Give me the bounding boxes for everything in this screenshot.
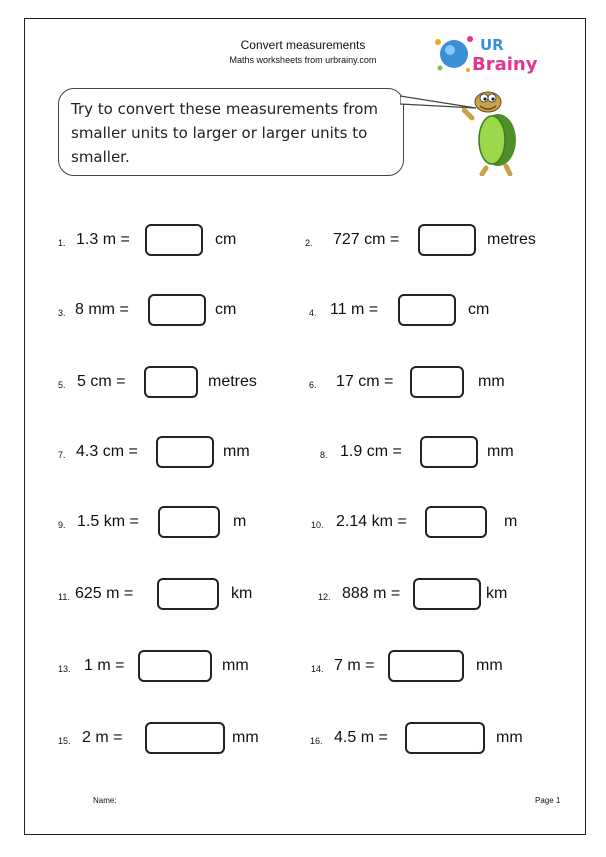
logo-text-brainy: Brainy	[472, 54, 538, 75]
question-prompt: 727 cm =	[333, 231, 400, 248]
answer-box-wrapper	[157, 574, 219, 614]
question-number	[58, 362, 72, 402]
question-prompt: 2 m =	[82, 729, 123, 746]
answer-box[interactable]	[420, 436, 478, 468]
question-prompt: 1 m =	[84, 657, 125, 674]
question-number-text: 7.	[58, 450, 66, 460]
question-number-text: 8.	[320, 450, 328, 460]
question-number-text: 13.	[58, 664, 71, 674]
answer-unit: cm	[215, 231, 237, 248]
answer-box[interactable]	[148, 294, 206, 326]
answer-box[interactable]	[144, 366, 198, 398]
question-number-text: 14.	[311, 664, 324, 674]
worksheet-subtitle: Maths worksheets from urbrainy.com	[229, 55, 377, 65]
question-number-text: 15.	[58, 736, 71, 746]
answer-box[interactable]	[398, 294, 456, 326]
answer-unit: m	[504, 513, 518, 530]
answer-unit: mm	[496, 729, 523, 746]
answer-box-wrapper	[420, 432, 478, 472]
answer-box[interactable]	[405, 722, 485, 754]
question-number-text: 6.	[309, 380, 317, 390]
answer-unit: mm	[222, 657, 249, 674]
question-number	[58, 220, 72, 260]
question-number	[58, 718, 77, 758]
answer-box-wrapper	[148, 290, 206, 330]
question-prompt: 5 cm =	[77, 373, 126, 390]
answer-box[interactable]	[388, 650, 464, 682]
question-number	[311, 646, 330, 686]
answer-box-wrapper	[144, 362, 198, 402]
logo-text-ur: UR	[480, 36, 504, 54]
question-number-text: 16.	[310, 736, 323, 746]
answer-box-wrapper	[413, 574, 481, 614]
answer-unit: metres	[487, 231, 536, 248]
question-prompt: 17 cm =	[336, 373, 394, 390]
question-prompt: 2.14 km =	[336, 513, 407, 530]
question-prompt: 4.5 m =	[334, 729, 388, 746]
question-number-text: 2.	[305, 238, 313, 248]
answer-box-wrapper	[388, 646, 464, 686]
answer-unit: mm	[478, 373, 505, 390]
question-number	[318, 574, 337, 614]
question-number-text: 9.	[58, 520, 66, 530]
answer-unit: km	[486, 585, 508, 602]
turtle-mascot-icon	[462, 84, 526, 176]
question-prompt: 11 m =	[330, 301, 379, 318]
question-number	[309, 290, 323, 330]
answer-unit: mm	[476, 657, 503, 674]
answer-unit: km	[231, 585, 253, 602]
page-number: Page 1	[535, 796, 561, 805]
question-prompt: 1.3 m =	[76, 231, 130, 248]
question-prompt: 7 m =	[334, 657, 375, 674]
question-number-text: 11.	[58, 592, 70, 602]
answer-box-wrapper	[398, 290, 456, 330]
answer-box[interactable]	[418, 224, 476, 256]
answer-box-wrapper	[138, 646, 212, 686]
question-number	[58, 502, 72, 542]
answer-box-wrapper	[158, 502, 220, 542]
answer-box-wrapper	[405, 718, 485, 758]
answer-box[interactable]	[156, 436, 214, 468]
question-prompt: 8 mm =	[75, 301, 129, 318]
answer-box[interactable]	[145, 224, 203, 256]
answer-box-wrapper	[156, 432, 214, 472]
answer-box[interactable]	[157, 578, 219, 610]
logo-globe-icon	[440, 40, 468, 68]
question-number-text: 5.	[58, 380, 66, 390]
question-number	[305, 220, 319, 260]
answer-box-wrapper	[418, 220, 476, 260]
question-number-text: 4.	[309, 308, 317, 318]
question-prompt: 1.9 cm =	[340, 443, 402, 460]
urbrainy-logo	[432, 30, 550, 80]
question-prompt: 4.3 cm =	[76, 443, 138, 460]
answer-unit: mm	[232, 729, 259, 746]
question-number	[311, 502, 330, 542]
question-prompt: 1.5 km =	[77, 513, 139, 530]
answer-unit: m	[233, 513, 247, 530]
question-number	[320, 432, 334, 472]
question-number	[58, 574, 76, 614]
question-number	[58, 646, 77, 686]
answer-unit: cm	[215, 301, 237, 318]
answer-box-wrapper	[410, 362, 464, 402]
question-number	[58, 432, 72, 472]
question-number	[310, 718, 329, 758]
question-number-text: 10.	[311, 520, 324, 530]
question-prompt: 888 m =	[342, 585, 401, 602]
answer-unit: cm	[468, 301, 490, 318]
answer-box[interactable]	[138, 650, 212, 682]
answer-box[interactable]	[410, 366, 464, 398]
question-number	[309, 362, 323, 402]
question-number-text: 3.	[58, 308, 66, 318]
worksheet-title: Convert measurements	[240, 38, 366, 52]
answer-box[interactable]	[158, 506, 220, 538]
answer-box-wrapper	[425, 502, 487, 542]
answer-box[interactable]	[425, 506, 487, 538]
answer-unit: metres	[208, 373, 257, 390]
question-prompt: 625 m =	[75, 585, 134, 602]
name-label: Name:	[93, 796, 117, 805]
answer-unit: mm	[487, 443, 514, 460]
answer-box[interactable]	[145, 722, 225, 754]
instruction-speech-bubble: Try to convert these measurements from smaller units to larger or larger units to smaller.	[58, 88, 404, 176]
question-number-text: 12.	[318, 592, 331, 602]
question-number	[58, 290, 72, 330]
question-number-text: 1.	[58, 238, 66, 248]
answer-unit: mm	[223, 443, 250, 460]
answer-box[interactable]	[413, 578, 481, 610]
answer-box-wrapper	[145, 220, 203, 260]
answer-box-wrapper	[145, 718, 225, 758]
